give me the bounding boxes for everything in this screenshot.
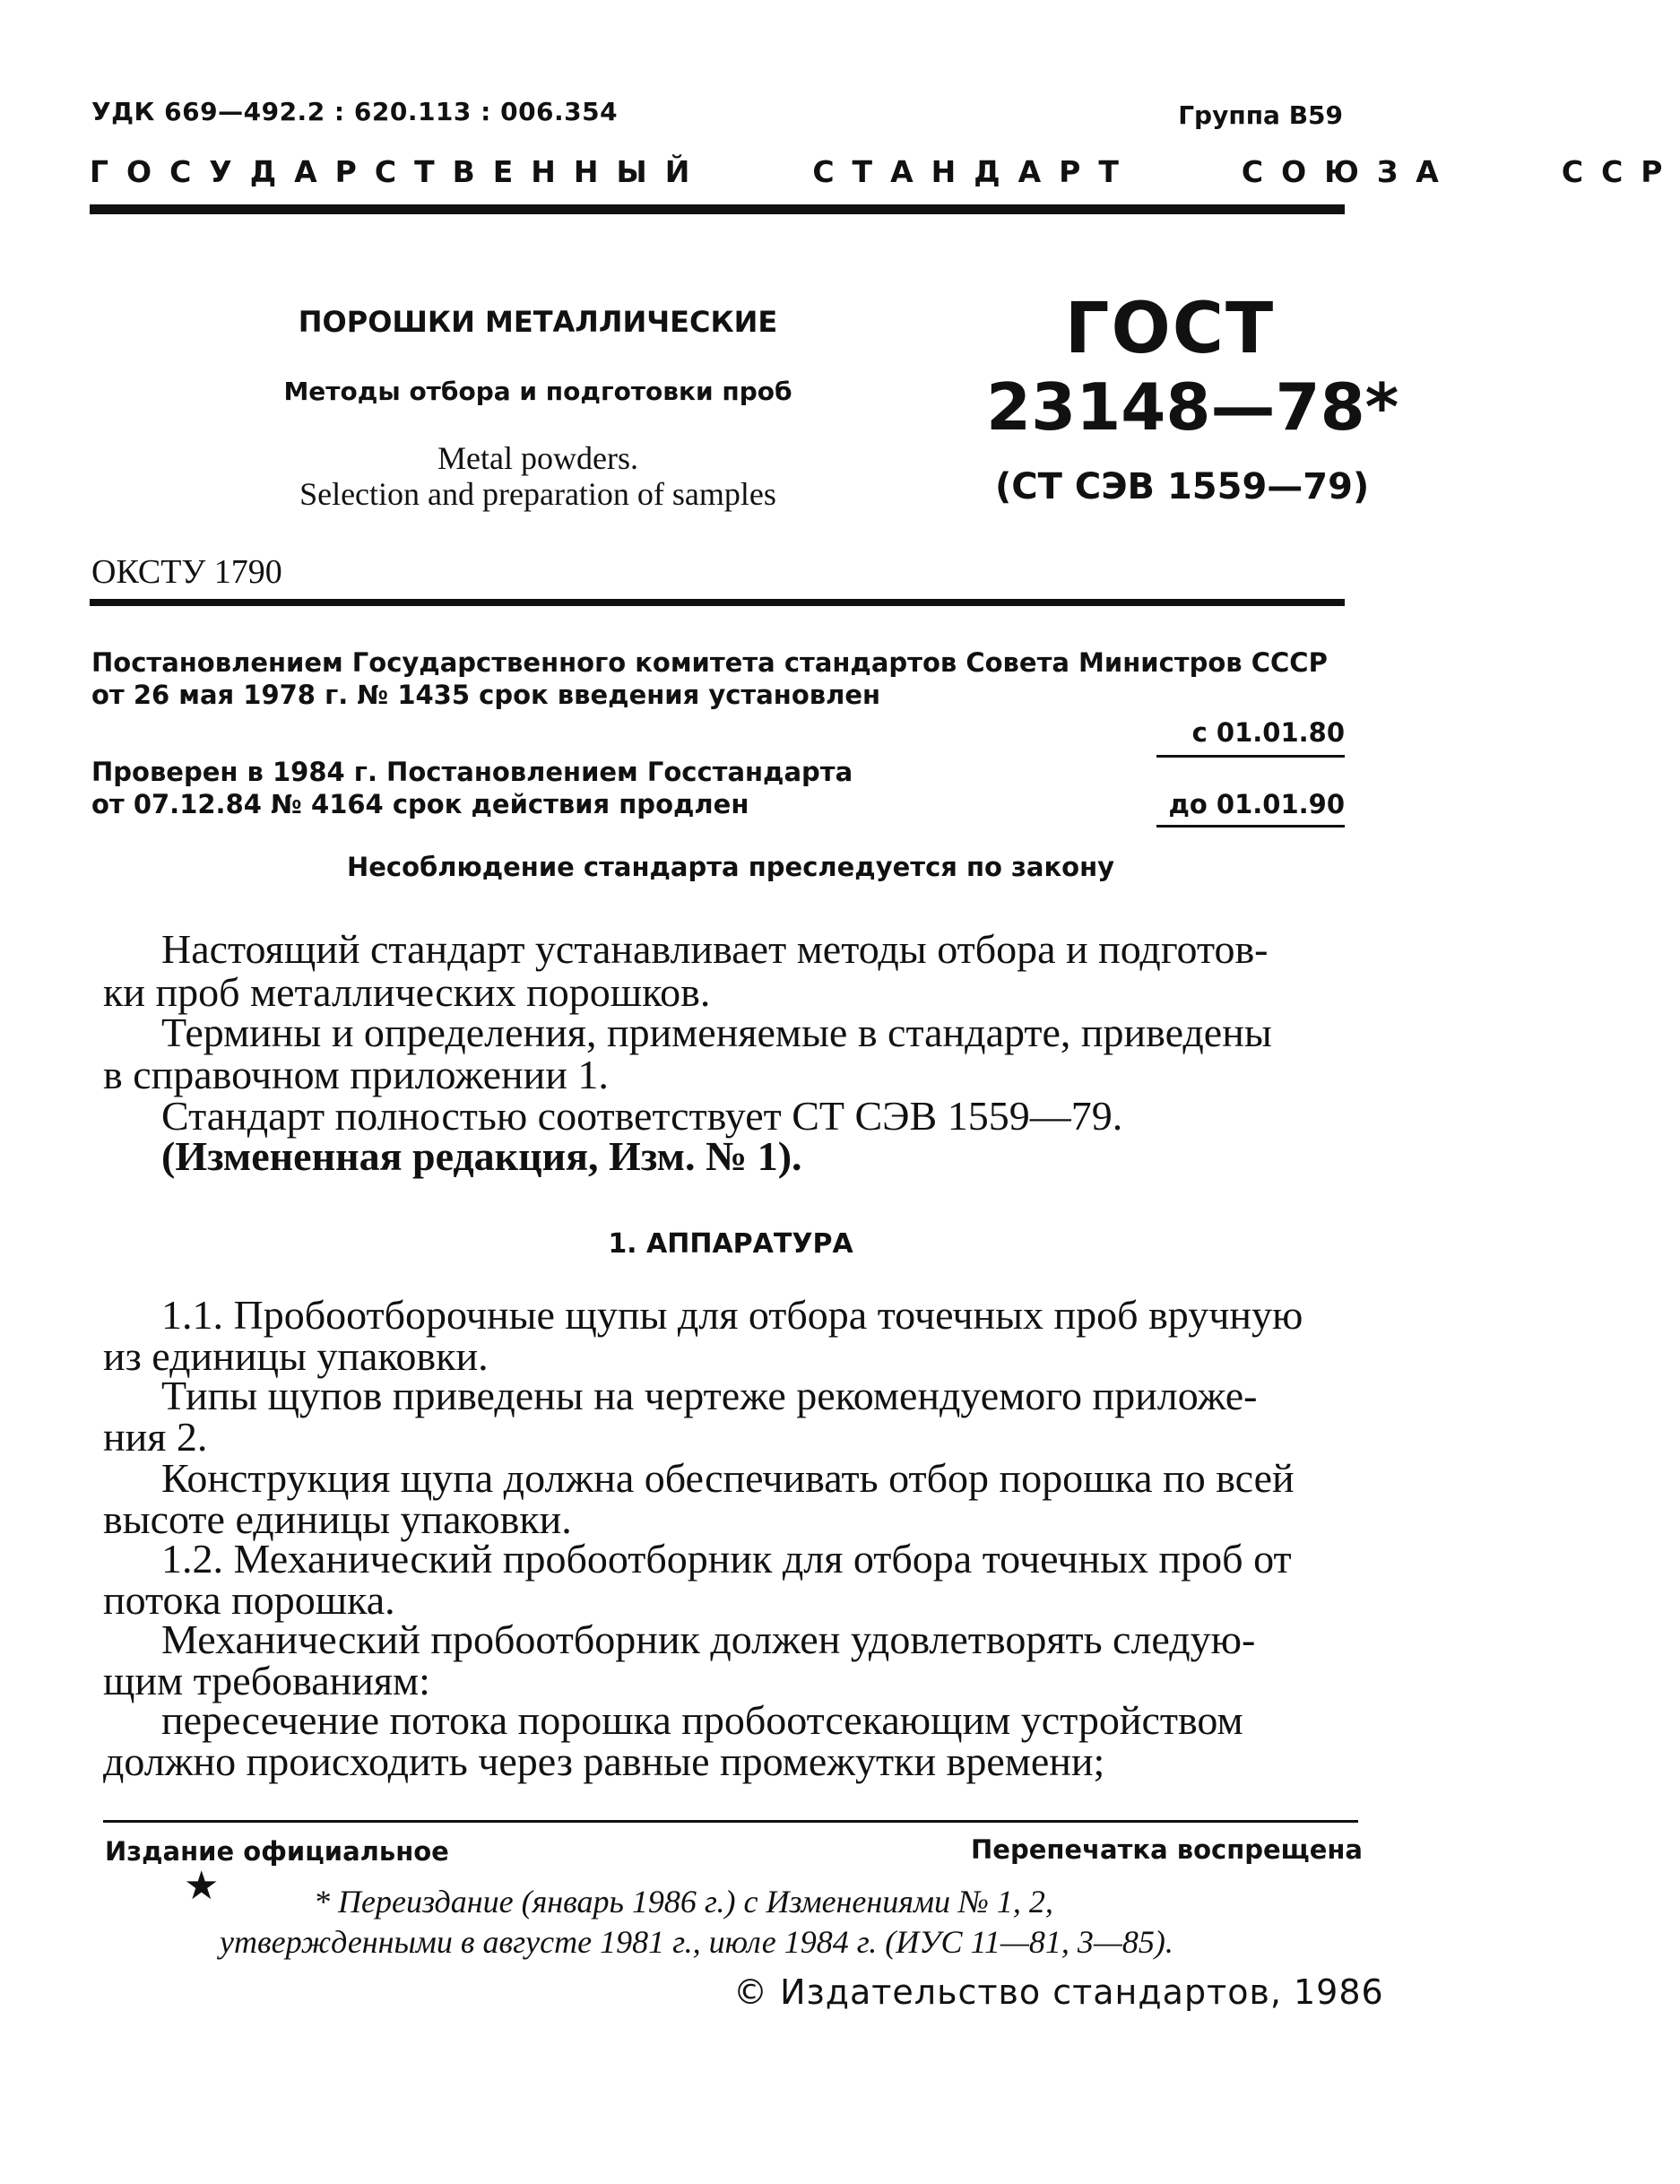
section-1-line: высоте единицы упаковки.: [103, 1496, 572, 1542]
group-code: Группа В59: [1178, 100, 1343, 130]
publisher-copyright: © Издательство стандартов, 1986: [733, 1972, 1384, 2012]
banner-word: СОЮЗА: [1241, 154, 1457, 189]
section-1-line: 1.1. Пробоотборочные щупы для отбора точечных проб вручную: [161, 1292, 1303, 1338]
decree-line-2: от 26 мая 1978 г. № 1435 срок введения установлен: [91, 680, 881, 710]
section-1-line: Конструкция щупа должна обеспечивать отбор порошка по всей: [161, 1455, 1295, 1501]
no-reprint-label: Перепечатка воспрещена: [971, 1834, 1363, 1865]
intro-paragraph-2-line-2: в справочном приложении 1.: [103, 1052, 609, 1097]
check-line-2: от 07.12.84 № 4164 срок действия продлен: [91, 789, 749, 819]
section-1-line: 1.2. Механический пробоотборник для отбора точечных проб от: [161, 1536, 1292, 1582]
intro-paragraph-1-line-2: ки проб металлических порошков.: [103, 969, 711, 1015]
gost-number: 23148—78*: [986, 369, 1399, 445]
title-block-rule: [90, 599, 1345, 606]
intro-paragraph-1-line-1: Настоящий стандарт устанавливает методы отбора и подготов-: [161, 926, 1269, 972]
document-title: ПОРОШКИ МЕТАЛЛИЧЕСКИЕ: [298, 305, 778, 339]
section-1-line: щим требованиям:: [103, 1658, 430, 1703]
section-1-line: ния 2.: [103, 1414, 208, 1460]
section-1-line: из единицы упаковки.: [103, 1333, 489, 1379]
extension-date: до 01.01.90: [1168, 789, 1345, 819]
document-subtitle: Методы отбора и подготовки проб: [283, 377, 792, 406]
section-1-line: пересечение потока порошка пробоотсекающим устройством: [161, 1697, 1243, 1743]
star-icon: ★: [184, 1863, 220, 1909]
banner-word: ССР: [1561, 154, 1680, 189]
decree-line-1: Постановлением Государственного комитета стандартов Совета Министров СССР: [91, 647, 1328, 678]
udk-code: УДК 669—492.2 : 620.113 : 006.354: [91, 97, 619, 126]
section-1-line: потока порошка.: [103, 1577, 395, 1623]
effective-date-underline: [1156, 755, 1345, 758]
law-notice: Несоблюдение стандарта преследуется по закону: [346, 852, 1115, 882]
oksty-code: ОКСТУ 1790: [91, 553, 282, 591]
intro-paragraph-3: Стандарт полностью соответствует СТ СЭВ 1559—79.: [161, 1093, 1123, 1139]
gost-label: ГОСТ: [1064, 289, 1276, 369]
extension-date-underline: [1156, 825, 1345, 828]
footer-rule: [103, 1820, 1358, 1823]
section-1-line: должно происходить через равные промежутки времени;: [103, 1738, 1105, 1784]
section-1-line: Механический пробоотборник должен удовлетворять следую-: [161, 1616, 1256, 1662]
effective-date: с 01.01.80: [1191, 717, 1345, 748]
amendment-note: (Измененная редакция, Изм. № 1).: [161, 1133, 802, 1179]
official-edition-label: Издание официальное: [105, 1836, 449, 1867]
section-1-line: Типы щупов приведены на чертеже рекомендуемого приложе-: [161, 1373, 1258, 1418]
reissue-note-line-2: утвержденными в августе 1981 г., июле 1984 г. (ИУС 11—81, 3—85).: [220, 1924, 1173, 1960]
header-thick-rule: [90, 204, 1345, 214]
banner-word: СТАНДАРТ: [812, 154, 1137, 189]
intro-paragraph-2-line-1: Термины и определения, применяемые в стандарте, приведены: [161, 1010, 1272, 1055]
section-1-heading: 1. АППАРАТУРА: [608, 1228, 853, 1260]
banner-word: ГОСУДАРСТВЕННЫЙ: [90, 154, 708, 189]
check-line-1: Проверен в 1984 г. Постановлением Госстандарта: [91, 757, 853, 787]
state-standard-banner: [90, 154, 1680, 189]
st-sev-reference: (СТ СЭВ 1559—79): [995, 466, 1370, 507]
english-title-line-2: Selection and preparation of samples: [299, 476, 776, 512]
reissue-note-line-1: * Переиздание (январь 1986 г.) с Изменениями № 1, 2,: [314, 1884, 1053, 1920]
english-title-line-1: Metal powders.: [437, 440, 638, 476]
